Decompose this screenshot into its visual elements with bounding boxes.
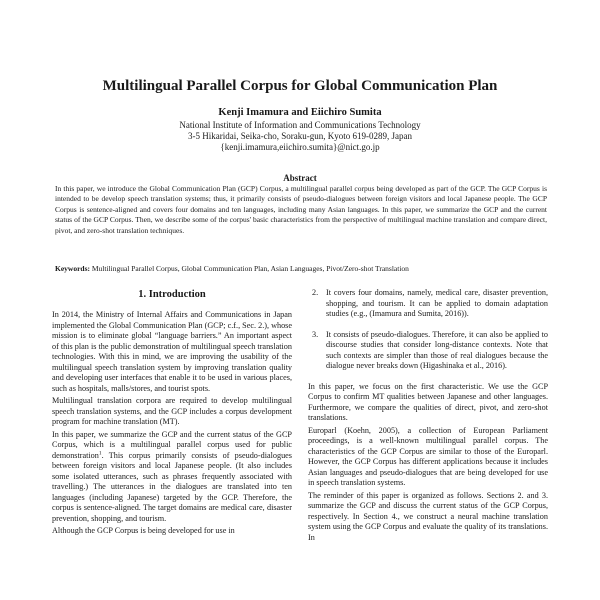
right-paragraph-3: The reminder of this paper is organized as follows. Sections 2. and 3. summarize the GCP and discuss the current status of the GCP Corpus, respectively. In Section 4., we construct a neural machine translation system using the GCP Corpus and evaluate the quality of its translations. In [308, 490, 548, 542]
affiliation-address: 3-5 Hikaridai, Seika-cho, Soraku-gun, Kyoto 619-0289, Japan [188, 131, 412, 142]
affiliation-institute: National Institute of Information and Communications Technology [179, 120, 421, 130]
list-item-number: 3. [312, 329, 319, 339]
intro-paragraph-1: In 2014, the Ministry of Internal Affairs and Communications in Japan implemented the Global Communication Plan (GCP; c.f., Sec. 2.), whose mission is to eliminate global “language barriers.” An important aspect of this plan is the public demonstration of multilingual speech translation technologies. With this in mind, we are improving the usability of the multilingual speech translation system by improving translation quality and developing user interfaces that enable it to be used in various places, such as hospitals, malls/stores, and tourist spots. [52, 310, 292, 393]
keywords-line [55, 264, 547, 274]
intro-paragraph-3-end: . This corpus primarily consists of pseudo-dialogues between foreign visitors and local Japanese people. (It also includes some isolated utterances, such as phrases frequently associated with travelling.) The utterances in the dialogues are translated into ten languages (including Japanese) targeted by the GCP. Therefore, the corpus is sentence-aligned. The target domains are medical care, disaster prevention, shopping, and tourism. [52, 450, 292, 523]
keywords-text: Multilingual Parallel Corpus, Global Communication Plan, Asian Languages, Pivot/Zero-shot Translation [91, 264, 409, 273]
section-heading-introduction: 1. Introduction [138, 289, 206, 300]
list-item-text: It covers four domains, namely, medical care, disaster prevention, shopping, and tourism. It can be applied to domain adaptation studies (e.g., (Imamura and Sumita, 2016)). [326, 288, 548, 318]
right-paragraph-2: Europarl (Koehn, 2005), a collection of European Parliament proceedings, is a well-known multilingual parallel corpus. The characteristics of the GCP Corpus are similar to those of the Europarl. However, the GCP Corpus has different applications because it includes Asian languages and pseudo-dialogues that are being developed for use in speech translation systems. [308, 425, 548, 487]
list-item [308, 288, 548, 320]
list-item-number: 2. [312, 288, 319, 297]
affiliation-block [0, 120, 600, 154]
abstract-heading: Abstract [283, 173, 317, 183]
list-item-text: It consists of pseudo-dialogues. Therefore, it can also be applied to discourse studies that consider long-distance contexts. Note that such contexts are simpler than those of real dialogues because the dialogue never breaks down (Higashinaka et al., 2016). [326, 329, 548, 370]
right-column [308, 288, 548, 544]
author-names: Kenji Imamura and Eiichiro Sumita [218, 107, 382, 118]
intro-paragraph-2: Multilingual translation corpora are required to develop multilingual speech translation systems, and the GCP includes a corpus development program for machine translation (MT). [52, 396, 292, 426]
keywords-label: Keywords: [55, 264, 90, 273]
intro-paragraph-3-start: In this paper, we summarize the GCP and the current status of the GCP Corpus, which is a multilingual parallel corpus used for public demonstration [52, 429, 292, 460]
abstract-text: In this paper, we introduce the Global Communication Plan (GCP) Corpus, a multilingual parallel corpus being developed as part of the GCP. The GCP Corpus is intended to be develop speech translation systems; thus, it primarily consists of pseudo-dialogues between foreign visitors and local Japanese people. The GCP Corpus is sentence-aligned and covers four domains and ten languages, including many Asian languages. In this paper, we summarize the GCP and the current status of the GCP Corpus. Then, we describe some of the corpus' basic characteristics from the perspective of multilingual machine translation and compare direct, pivot, and zero-shot translation techniques. [55, 184, 547, 235]
intro-paragraph-3 [52, 430, 292, 525]
left-column [52, 288, 292, 538]
affiliation-email: {kenji.imamura,eiichiro.sumita}@nict.go.jp [220, 142, 380, 153]
paper-title: Multilingual Parallel Corpus for Global Communication Plan [102, 78, 498, 94]
intro-paragraph-4: Although the GCP Corpus is being developed for use in [52, 526, 235, 535]
footnote-marker: 1 [98, 449, 102, 456]
right-paragraph-1: In this paper, we focus on the first characteristic. We use the GCP Corpus to confirm MT qualities between Japanese and other languages. Furthermore, we compare the qualities of direct, pivot, and zero-shot translations. [308, 381, 548, 422]
list-item [308, 330, 548, 372]
